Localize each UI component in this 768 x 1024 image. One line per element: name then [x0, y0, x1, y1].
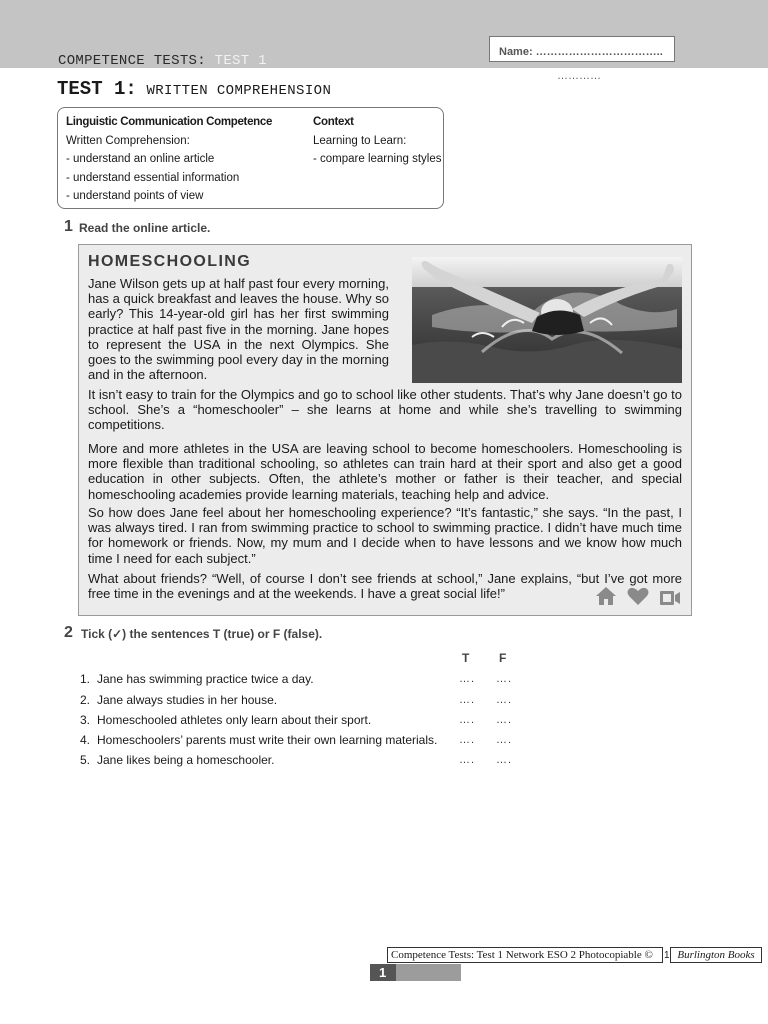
article-title: HOMESCHOOLING — [88, 253, 252, 270]
article-paragraph: So how does Jane feel about her homeschooling experience? “It’s fantastic,” she says. “In the past, I was always tired. I ran from swimming practice to school to swimming practice. I didn’t have much time for homework or friends. Now, my mum and I decide when to have lessons and we know how much time I need for each subject.” — [88, 505, 682, 566]
answer-f-1[interactable]: …. — [496, 673, 513, 685]
article-paragraph: What about friends? “Well, of course I don’t see friends at school,” Jane explains, “but I’ve got more free time in the evenings and at the weekends. I have a great social life!” — [88, 571, 682, 602]
swimmer-photo — [412, 257, 682, 383]
test-number: TEST 1: — [57, 78, 137, 100]
article-paragraph: It isn’t easy to train for the Olympics and go to school like other students. That’s why Jane doesn’t go to school. She’s a “homeschooler” – she learns at home and while she’s travelling to swimming competitions. — [88, 387, 682, 433]
test-subtitle: WRITTEN COMPREHENSION — [146, 83, 332, 99]
page-number: 1 — [379, 965, 387, 980]
article-actions — [595, 586, 681, 611]
question-1-number: 1 — [64, 218, 73, 235]
name-field-continuation: ………… — [557, 70, 601, 82]
context-column — [313, 113, 441, 169]
competence-column — [66, 113, 272, 206]
competence-heading: Linguistic Communication Competence — [66, 116, 273, 128]
answer-f-2[interactable]: …. — [496, 694, 513, 706]
section-label-prefix: COMPETENCE TESTS: — [58, 53, 206, 69]
footer-copyright: Competence Tests: Test 1 Network ESO 2 Photocopiable © — [387, 947, 663, 963]
home-icon[interactable] — [595, 586, 617, 611]
answer-t-3[interactable]: …. — [459, 714, 476, 726]
question-2-instruction: Tick (✓) the sentences T (true) or F (false). — [81, 627, 323, 641]
competence-item: - understand essential information — [66, 171, 240, 184]
statement-3: 3. Homeschooled athletes only learn about their sport. — [80, 713, 372, 727]
name-field[interactable]: Name: …………………………….. — [489, 36, 675, 62]
page-title — [57, 78, 331, 100]
answer-f-4[interactable]: …. — [496, 734, 513, 746]
context-item: Learning to Learn: — [313, 134, 407, 147]
answer-f-5[interactable]: …. — [496, 754, 513, 766]
context-item: - compare learning styles — [313, 153, 442, 165]
answer-t-1[interactable]: …. — [459, 673, 476, 685]
competence-item: Written Comprehension: — [66, 134, 190, 147]
statement-5: 5. Jane likes being a homeschooler. — [80, 753, 275, 767]
answer-f-3[interactable]: …. — [496, 714, 513, 726]
true-column-header: T — [462, 651, 470, 665]
context-heading: Context — [313, 116, 354, 128]
question-1-instruction: Read the online article. — [79, 221, 211, 235]
online-article — [78, 244, 692, 616]
footer-mark: 1 — [664, 950, 670, 961]
section-label-test: TEST 1 — [214, 53, 267, 69]
section-label — [58, 53, 267, 69]
competence-item: - understand points of view — [66, 190, 204, 202]
article-paragraph: More and more athletes in the USA are leaving school to become homeschoolers. Homeschooling is more flexible than traditional schooling, so athletes can train hard at their sport and also get a good education in other subjects. Often, the athlete’s mother or father is their teacher, and special homeschooling academies provide learning materials, teaching help and advice. — [88, 441, 682, 502]
page-bar-fill — [396, 964, 461, 981]
competence-box — [57, 107, 444, 209]
camera-icon[interactable] — [659, 588, 681, 611]
competence-item: - understand an online article — [66, 153, 215, 165]
question-2-number: 2 — [64, 624, 73, 641]
statement-2: 2. Jane always studies in her house. — [80, 693, 278, 707]
page-number-bar — [370, 964, 461, 981]
publisher-logo: Burlington Books — [670, 947, 762, 963]
statement-1: 1. Jane has swimming practice twice a day. — [80, 672, 314, 686]
article-paragraph: Jane Wilson gets up at half past four every morning, has a quick breakfast and leaves the house. Why so early? This 14-year-old girl has her first swimming practice at half past five in the morning. Jane hopes to represent the USA in the next Olympics. She goes to the swimming pool every day in the morning and in the afternoon. — [88, 276, 389, 383]
answer-t-2[interactable]: …. — [459, 694, 476, 706]
heart-icon[interactable] — [627, 586, 649, 611]
statement-4: 4. Homeschoolers’ parents must write their own learning materials. — [80, 733, 438, 747]
answer-t-4[interactable]: …. — [459, 734, 476, 746]
answer-t-5[interactable]: …. — [459, 754, 476, 766]
false-column-header: F — [499, 651, 507, 665]
